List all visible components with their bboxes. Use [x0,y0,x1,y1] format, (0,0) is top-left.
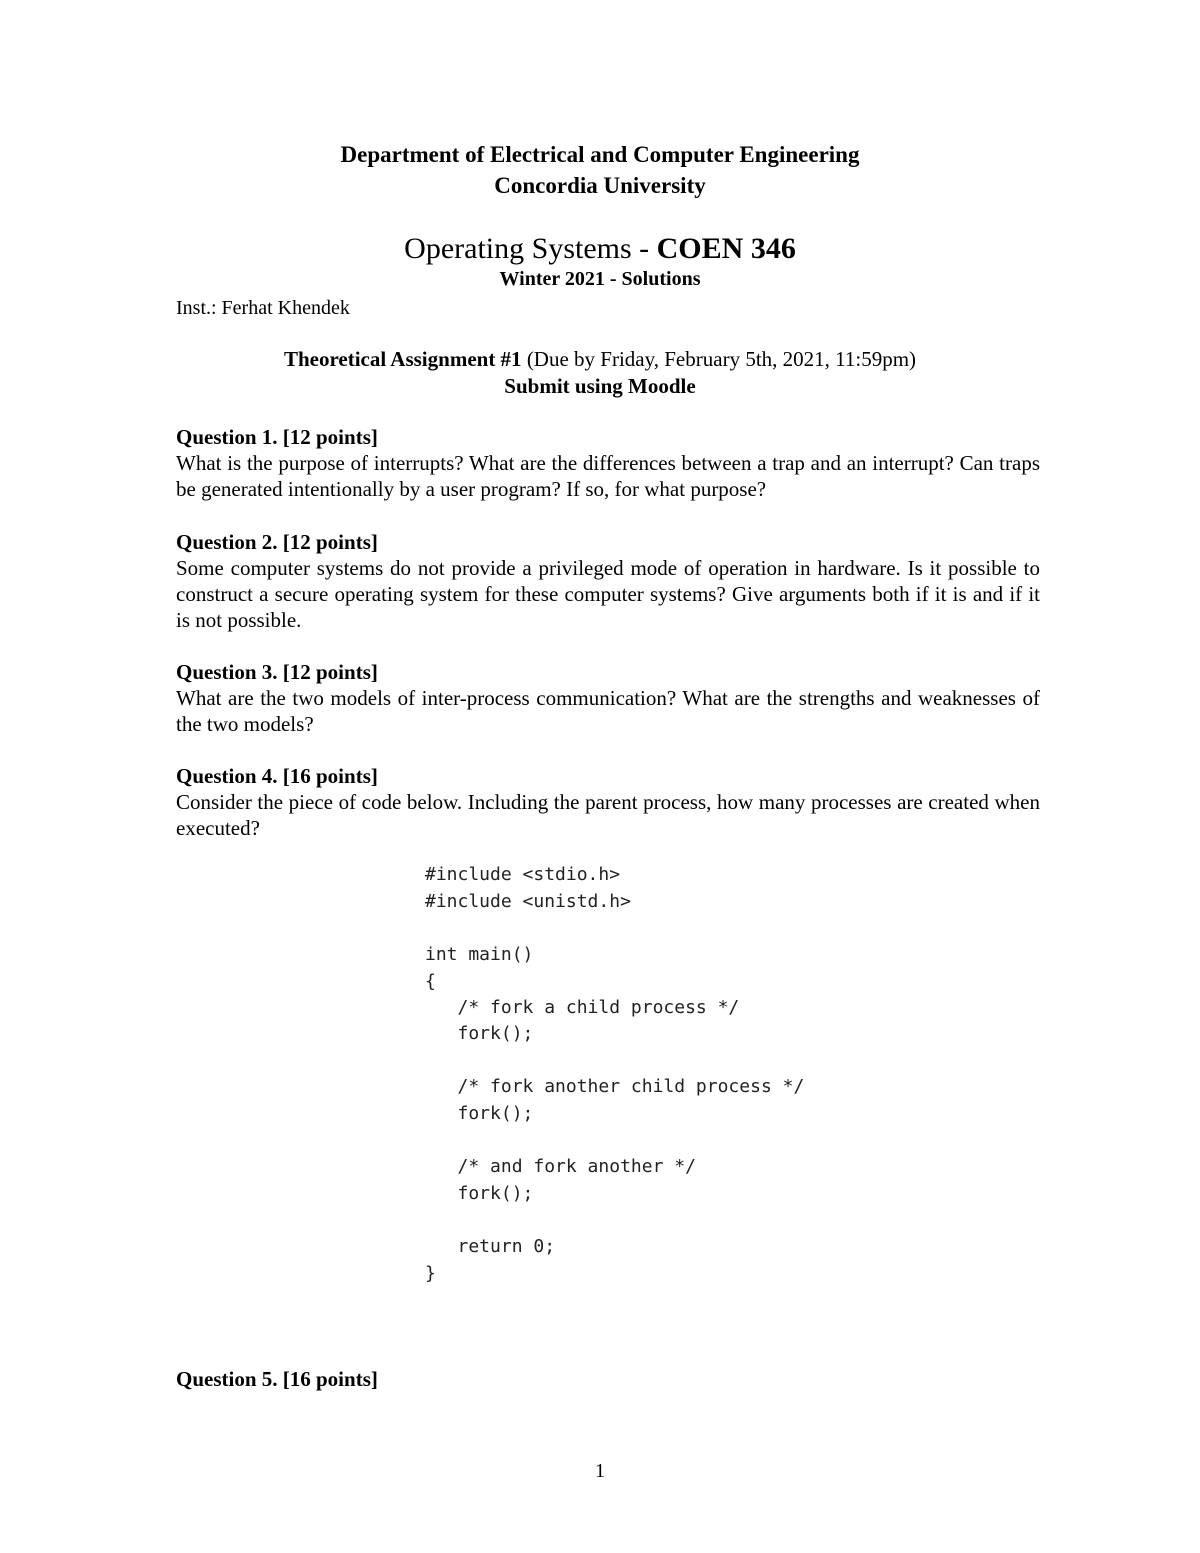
code-line: /* fork another child process */ [425,1076,805,1097]
code-line: fork(); [425,1103,534,1124]
submission-instruction: Submit using Moodle [504,374,696,398]
code-line: return 0; [425,1236,556,1257]
code-line: /* and fork another */ [425,1156,696,1177]
university-heading: Concordia University [494,173,706,198]
course-name: Operating Systems - [404,232,657,265]
assignment-title: Theoretical Assignment #1 [283,347,522,371]
code-line: #include <unistd.h> [425,891,631,912]
instructor-line: Inst.: Ferhat Khendek [176,297,350,319]
question-3-heading: Question 3. [12 points] [176,660,378,684]
question-2-body: Some computer systems do not provide a privileged mode of operation in hardware. Is it possible to construct a secure operating system for these computer systems? Give arguments both if it is and if it is not possible. [176,556,1040,632]
question-2-heading: Question 2. [12 points] [176,530,378,554]
question-4-heading: Question 4. [16 points] [176,764,378,788]
term-subtitle: Winter 2021 - Solutions [499,268,701,290]
question-3 [176,659,1040,737]
assignment-line [0,347,1200,372]
course-title [0,232,1200,266]
code-line: { [425,971,436,992]
code-line: #include <stdio.h> [425,864,621,885]
course-code: COEN 346 [656,232,796,265]
page-number: 1 [595,1460,605,1482]
code-line: fork(); [425,1023,534,1044]
question-1 [176,424,1040,502]
department-heading: Department of Electrical and Computer Engineering [340,142,860,167]
question-1-body: What is the purpose of interrupts? What are the differences between a trap and an interrupt? Can traps be generated intentionally by a user program? If so, for what purpose? [176,451,1040,501]
question-5 [176,1366,1040,1392]
code-line: fork(); [425,1183,534,1204]
code-line: } [425,1263,436,1284]
code-line: int main() [425,944,534,965]
assignment-due-date: (Due by Friday, February 5th, 2021, 11:59pm) [521,347,917,371]
question-2 [176,529,1040,633]
question-4-body: Consider the piece of code below. Including the parent process, how many processes are created when executed? [176,790,1040,840]
question-5-heading: Question 5. [16 points] [176,1367,378,1391]
question-3-body: What are the two models of inter-process communication? What are the strengths and weaknesses of the two models? [176,686,1040,736]
code-line: /* fork a child process */ [425,997,740,1018]
question-1-heading: Question 1. [12 points] [176,425,378,449]
question-4 [176,763,1040,841]
